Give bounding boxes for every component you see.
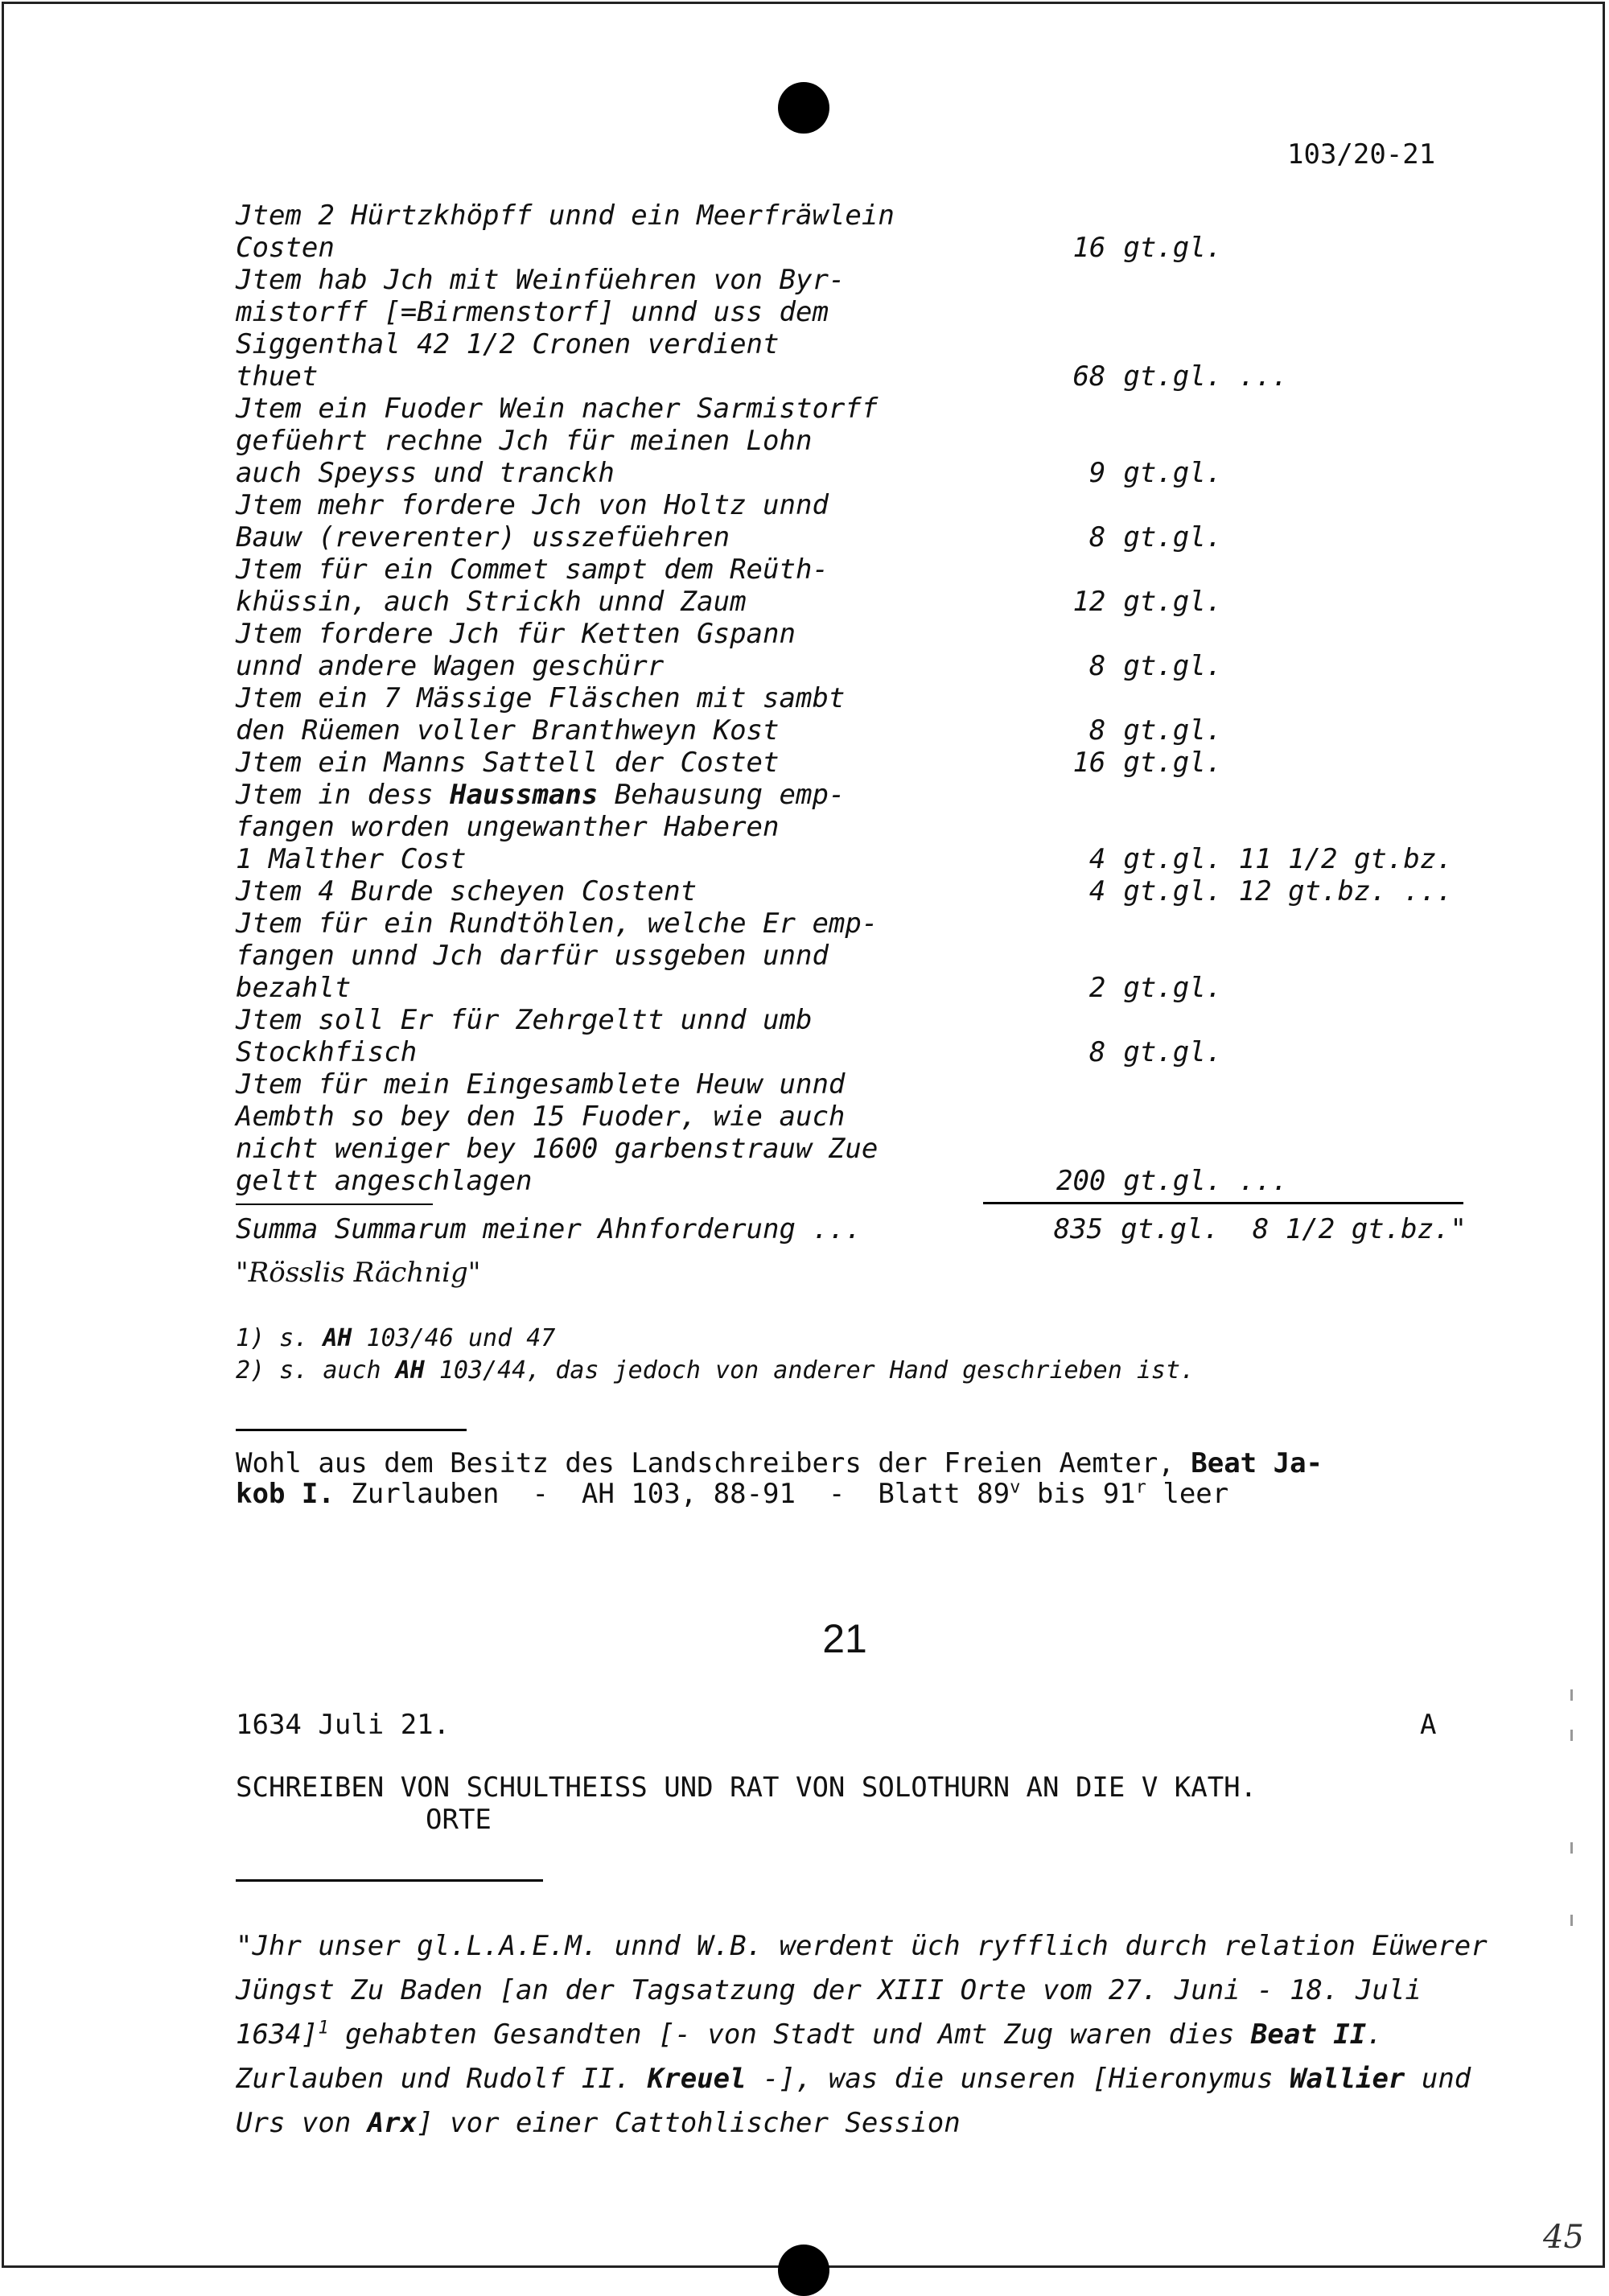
body-text: gehabten Gesandten [- von Stadt und Amt Zug waren dies [328,2018,1251,2051]
sum-rule [983,1202,1463,1204]
heading-line: SCHREIBEN VON SCHULTHEISS UND RAT VON SOLOTHURN AN DIE V KATH. [236,1771,1257,1804]
body-text: -], was die unseren [Hieronymus [746,2063,1290,2095]
ledger-unit: gt.gl. [1123,972,1223,1004]
document-date: 1634 Juli 21. [236,1709,451,1741]
section-divider [236,1429,467,1431]
ledger-unit: gt.gl. [1123,714,1223,747]
person-name: Kreuel [647,2063,747,2095]
ledger-unit: gt.gl. ... [1123,1165,1289,1197]
provenance-note [236,1448,1491,1509]
total-amount: 835 [1053,1213,1104,1245]
person-name: Haussmans [450,779,599,811]
ledger-item: Jtem fordere Jch für Ketten Gspann unnd andere Wagen geschürr [236,618,796,682]
ledger-row [236,779,1467,875]
ledger-amount: 12 [1072,586,1106,618]
ledger-row [236,682,1467,747]
heading-line: ORTE [426,1804,492,1836]
body-text: "Jhr unser gl.L.A.E.M. unnd W.B. werdent üch ryfflich durch relation Eüwerer Jüngst Zu Baden [an der Tagsatzung der XIII Orte vom 27. Juni - 18. Juli 1634] [236,1930,1488,2051]
archive-reference: 103/20-21 [1287,138,1436,171]
ledger-unit: gt.gl. [1123,232,1223,264]
ledger-row [236,200,1467,264]
superscript: v [1010,1477,1021,1498]
ledger-row [236,1068,1467,1197]
person-name: Beat II [1250,2018,1367,2051]
total-unit: gt.gl. 8 1/2 gt.bz." [1121,1213,1467,1245]
ledger-item: Jtem 2 Hürtzkhöpff unnd ein Meerfräwlein Costen [236,200,895,264]
ledger-unit: gt.gl. 12 gt.bz. ... [1123,875,1453,907]
letter-body [236,1924,1491,2146]
ledger-item: Jtem ein Manns Sattell der Costet [236,747,780,779]
footnote-text: 1) s. [236,1324,323,1352]
superscript: r [1135,1477,1146,1498]
document-heading [236,1771,1257,1836]
footnotes [236,1323,1195,1387]
document-number: 21 [822,1616,867,1661]
ledger-unit: gt.gl. 11 1/2 gt.bz. [1123,843,1453,875]
section-divider [236,1879,543,1882]
ledger-row [236,489,1467,553]
provenance-text: leer [1146,1478,1229,1510]
ledger-item: Jtem hab Jch mit Weinfüehren von Byr- mistorff [=Birmenstorf] unnd uss dem Siggenthal 42 1/2 Cronen verdient thuet [236,264,846,393]
ledger-item: Jtem für mein Eingesamblete Heuw unnd Aembth so bey den 15 Fuoder, wie auch nicht weniger bey 1600 garbenstrauw Zue geltt angeschlagen [236,1068,879,1197]
ledger-row [236,907,1467,1004]
footnote-2 [236,1355,1195,1387]
ledger-row [236,393,1467,489]
ledger-amount: 4 [1088,875,1106,907]
ledger-unit: gt.gl. ... [1123,360,1289,393]
ledger-item: Jtem ein Fuoder Wein nacher Sarmistorff gefüehrt rechne Jch für meinen Lohn auch Speyss und tranckh [236,393,879,489]
person-name: Wallier [1290,2063,1405,2095]
ledger-row [236,875,1467,907]
ledger-amount: 68 [1072,360,1106,393]
ledger-item: Jtem 4 Burde scheyen Costent [236,875,698,907]
ledger-amount: 16 [1072,232,1106,264]
total-label: Summa Summarum meiner Ahnforderung ... [236,1213,862,1245]
ledger-row [236,1004,1467,1068]
ledger-item [236,779,938,875]
ledger-amount: 8 [1088,714,1106,747]
footnote-text: 103/44, das jedoch von anderer Hand geschrieben ist. [424,1356,1195,1385]
ledger-item-text: Behausung emp- fangen worden ungewanther Haberen 1 Malther Cost [236,779,846,875]
ledger-amount: 200 [1056,1165,1106,1197]
ledger-row [236,747,1467,779]
footnote-abbr: AH [323,1324,352,1352]
ledger-unit: gt.gl. [1123,747,1223,779]
footnote-text: 2) s. auch [236,1356,396,1385]
ledger-amount: 9 [1088,457,1106,489]
body-text: ] vor einer Cattohlischer Session [417,2107,961,2139]
margin-mark [1570,1915,1573,1926]
footnote-1 [236,1323,1195,1355]
ledger-amount: 4 [1088,843,1106,875]
provenance-text: Wohl aus dem Besitz des Landschreibers der Freien Aemter, [236,1447,1191,1479]
ledger-item: Jtem ein 7 Mässige Fläschen mit sambt den Rüemen voller Branthweyn Kost [236,682,846,747]
footnote-abbr: AH [395,1356,425,1385]
ledger-unit: gt.gl. [1123,1036,1223,1068]
body-text: und Urs von [236,2063,1471,2139]
ledger-total-row [236,1213,1467,1245]
ledger-item: Jtem mehr fordere Jch von Holtz unnd Bauw (reverenter) usszefüehren [236,489,829,553]
margin-mark [1570,1842,1573,1854]
provenance-text: bis 91 [1020,1478,1136,1510]
person-name: Beat Ja- kob I. [236,1447,1323,1510]
punch-hole-bottom [778,2245,829,2296]
ledger-row [236,553,1467,618]
margin-mark [1570,1730,1573,1741]
handwritten-page-number: 45 [1543,2219,1584,2256]
ledger-item: Jtem für ein Rundtöhlen, welche Er emp- fangen unnd Jch darfür ussgeben unnd bezahlt [236,907,879,1004]
document-type-letter: A [1420,1709,1437,1741]
ledger-amount: 8 [1088,650,1106,682]
body-text: . Zurlauben und Rudolf II. [236,2018,1383,2095]
ledger-row [236,264,1467,393]
footnote-ref: 1 [318,2018,329,2039]
footnote-text: 103/46 und 47 [352,1324,556,1352]
punch-hole-top [778,82,829,134]
ledger-amount: 8 [1088,521,1106,553]
ledger-item-text: Jtem in dess [236,779,451,811]
ledger-amount: 16 [1072,747,1106,779]
ledger-unit: gt.gl. [1123,586,1223,618]
provenance-text: Zurlauben - AH 103, 88-91 - Blatt 89 [334,1478,1010,1510]
ledger-item: Jtem soll Er für Zehrgeltt unnd umb Stockhfisch [236,1004,813,1068]
ledger-unit: gt.gl. [1123,650,1223,682]
text-underline [236,1204,433,1205]
ledger-amount: 2 [1088,972,1106,1004]
person-name: Arx [367,2107,418,2139]
ledger-row [236,618,1467,682]
ledger-amount: 8 [1088,1036,1106,1068]
ledger-table [236,200,1467,1197]
ledger-unit: gt.gl. [1123,457,1223,489]
margin-mark [1570,1689,1573,1701]
ledger-item: Jtem für ein Commet sampt dem Reüth- khüssin, auch Strickh unnd Zaum [236,553,829,618]
document-title: "Rösslis Rächnig" [236,1257,481,1289]
ledger-unit: gt.gl. [1123,521,1223,553]
